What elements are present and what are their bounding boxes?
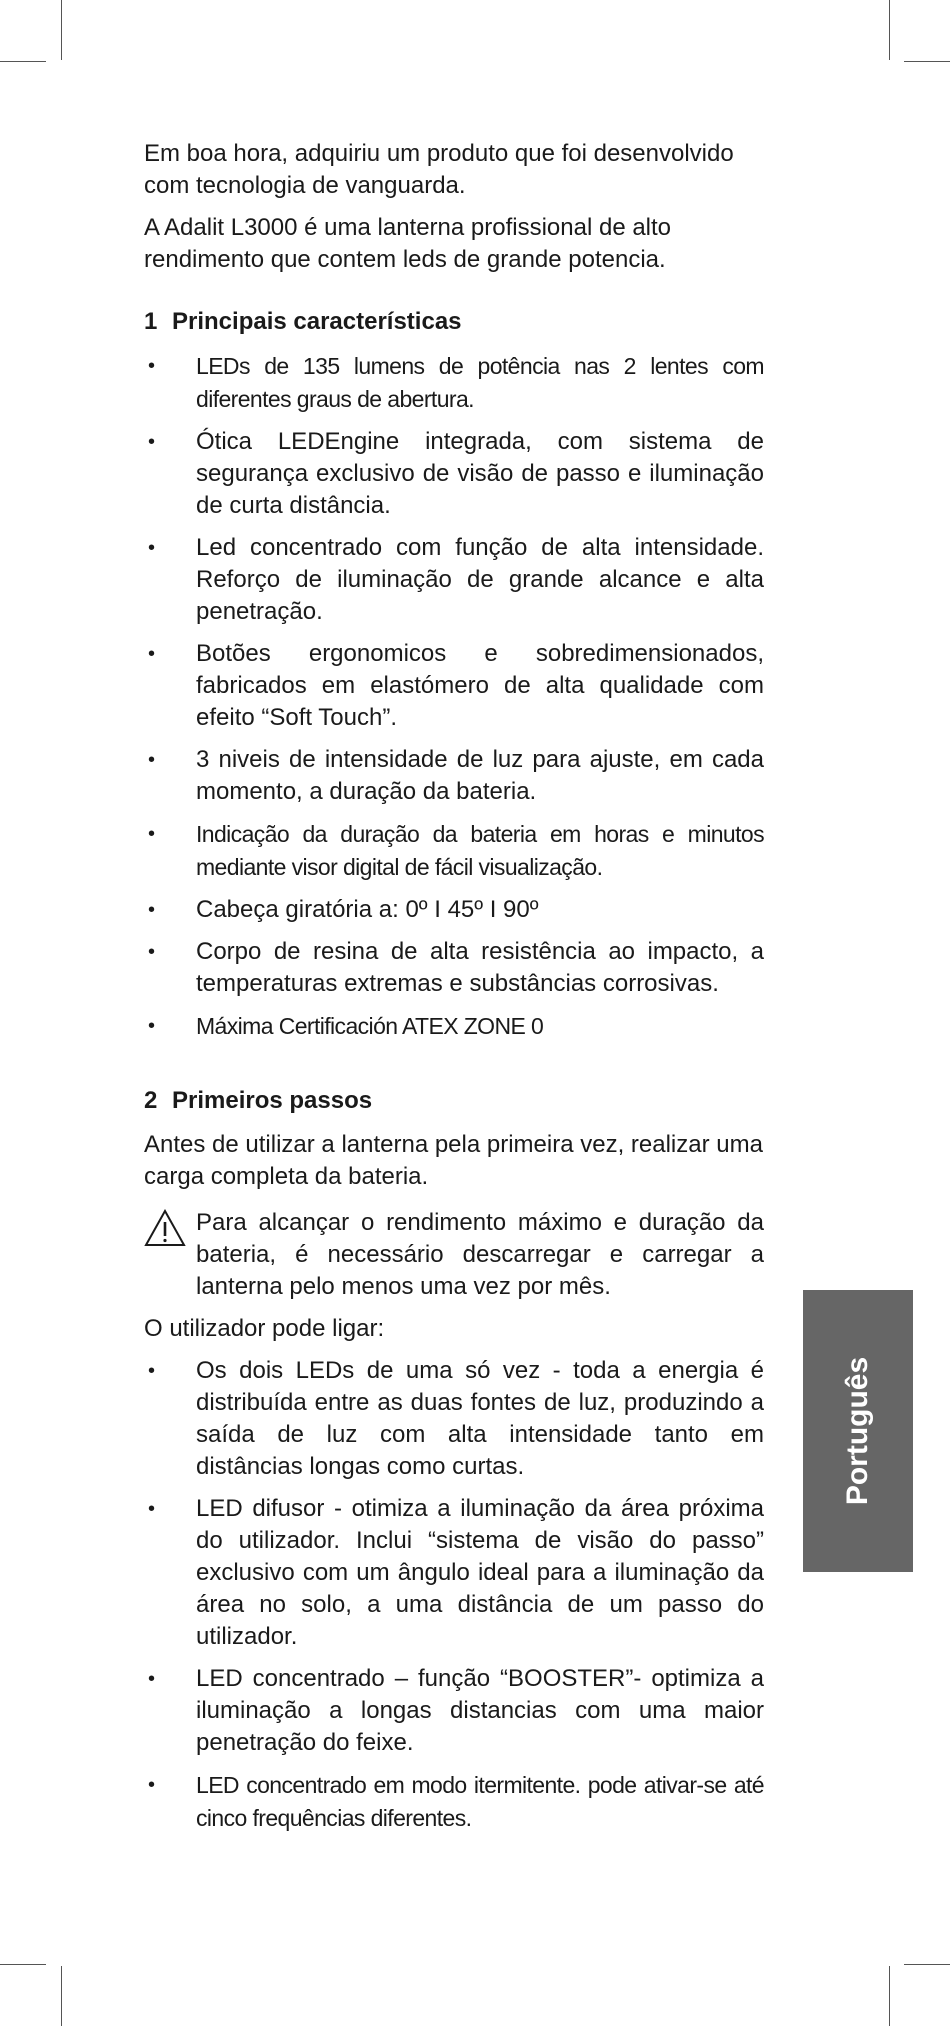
- crop-mark: [61, 0, 62, 60]
- modes-list: [144, 1355, 764, 1835]
- bullet-icon: •: [148, 1774, 156, 1796]
- list-item: [144, 1769, 764, 1835]
- list-item: [144, 638, 764, 734]
- section-2-heading: [144, 1085, 764, 1117]
- list-item: [144, 744, 764, 808]
- bullet-icon: •: [148, 1498, 156, 1520]
- section-1-title: Principais características: [172, 308, 462, 335]
- list-item: [144, 818, 764, 884]
- warning-icon: [144, 1209, 186, 1247]
- first-steps-paragraph: Antes de utilizar a lanterna pela primeira vez, realizar uma carga completa da bateria.: [144, 1131, 763, 1190]
- list-item: [144, 426, 764, 522]
- list-item-text: Led concentrado com função de alta intensidade. Reforço de iluminação de grande alcance e alta penetração.: [196, 534, 764, 625]
- list-item-text: Cabeça giratória a: 0º I 45º I 90º: [196, 896, 539, 923]
- intro-paragraph-2: A Adalit L3000 é uma lanterna profissional de alto rendimento que contem leds de grande potencia.: [144, 214, 672, 273]
- bullet-icon: •: [148, 537, 156, 559]
- bullet-icon: •: [148, 1360, 156, 1382]
- list-item-text: Indicação da duração da bateria em horas e minutos mediante visor digital de fácil visualização.: [196, 821, 764, 880]
- list-item-text: 3 niveis de intensidade de luz para ajuste, em cada momento, a duração da bateria.: [196, 746, 764, 805]
- bullet-icon: •: [148, 1015, 156, 1037]
- list-item: [144, 532, 764, 628]
- list-item-text: LED concentrado – função “BOOSTER”- optimiza a iluminação a longas distancias com uma maior penetração do feixe.: [196, 1665, 764, 1756]
- list-item-text: Botões ergonomicos e sobredimensionados, fabricados em elastómero de alta qualidade com efeito “Soft Touch”.: [196, 640, 764, 731]
- section-first-steps: [144, 1085, 764, 1835]
- list-item-text: Os dois LEDs de uma só vez - toda a energia é distribuída entre as duas fontes de luz, produzindo a saída de luz com alta intensidade tanto em distâncias longas como curtas.: [196, 1357, 764, 1480]
- bullet-icon: •: [148, 749, 156, 771]
- bullet-icon: •: [148, 899, 156, 921]
- section-1-heading: [144, 306, 764, 338]
- language-tab-label: Português: [841, 1356, 875, 1506]
- section-features: [144, 306, 764, 1043]
- list-item: [144, 1355, 764, 1483]
- list-item: [144, 894, 764, 926]
- list-item: [144, 1010, 764, 1043]
- list-item-text: LED concentrado em modo itermitente. pode ativar-se até cinco frequências diferentes.: [196, 1772, 764, 1831]
- bullet-icon: •: [148, 431, 156, 453]
- intro-paragraph-1: Em boa hora, adquiriu um produto que foi desenvolvido com tecnologia de vanguarda.: [144, 140, 734, 199]
- list-item-text: LEDs de 135 lumens de potência nas 2 lentes com diferentes graus de abertura.: [196, 353, 764, 412]
- list-item-text: LED difusor - otimiza a iluminação da área próxima do utilizador. Inclui “sistema de visão do passo” exclusivo com um ângulo ideal para a iluminação da área no solo, a uma distância de um passo do utilizador.: [196, 1495, 764, 1650]
- list-item-text: Ótica LEDEngine integrada, com sistema de segurança exclusivo de visão de passo e iluminação de curta distância.: [196, 428, 764, 519]
- crop-mark: [889, 0, 890, 60]
- bullet-icon: •: [148, 1668, 156, 1690]
- warning-text: Para alcançar o rendimento máximo e duração da bateria, é necessário descarregar e carregar a lanterna pelo menos uma vez por mês.: [196, 1209, 764, 1300]
- crop-mark: [904, 61, 950, 62]
- user-can-paragraph: O utilizador pode ligar:: [144, 1315, 385, 1342]
- bullet-icon: •: [148, 643, 156, 665]
- list-item-text: Máxima Certificación ATEX ZONE 0: [196, 1013, 544, 1039]
- crop-mark: [904, 1964, 950, 1965]
- crop-mark: [889, 1966, 890, 2026]
- section-2-number: 2: [144, 1087, 158, 1114]
- bullet-icon: •: [148, 941, 156, 963]
- bullet-icon: •: [148, 823, 156, 845]
- list-item: [144, 1493, 764, 1653]
- crop-mark: [0, 61, 46, 62]
- bullet-icon: •: [148, 355, 156, 377]
- crop-mark: [61, 1966, 62, 2026]
- list-item: [144, 350, 764, 416]
- warning-note: [144, 1207, 764, 1303]
- list-item: [144, 1663, 764, 1759]
- manual-page: [144, 138, 764, 1853]
- features-list: [144, 350, 764, 1043]
- list-item: [144, 936, 764, 1000]
- section-2-title: Primeiros passos: [172, 1087, 373, 1114]
- section-1-number: 1: [144, 308, 158, 335]
- crop-mark: [0, 1964, 46, 1965]
- language-tab: [803, 1290, 913, 1572]
- list-item-text: Corpo de resina de alta resistência ao impacto, a temperaturas extremas e substâncias corrosivas.: [196, 938, 764, 997]
